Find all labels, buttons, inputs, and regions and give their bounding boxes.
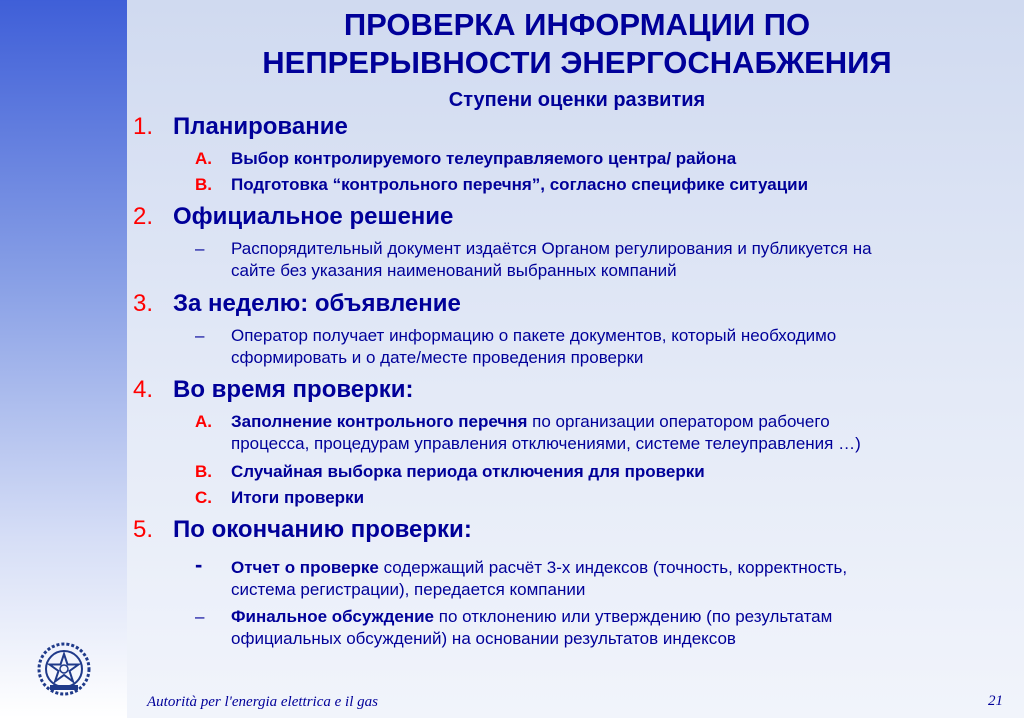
sub-text-line-2: система регистрации), передается компании	[231, 580, 586, 599]
list-item-3	[133, 290, 461, 318]
sub-item-3-dash	[195, 325, 1005, 369]
item-number: 4.	[133, 376, 154, 403]
sub-text-rest: содержащий расчёт 3-х индексов (точность, корректность,	[378, 558, 848, 577]
item-number: 3.	[133, 290, 154, 317]
slide-subtitle: Ступени оценки развития	[448, 89, 706, 111]
sub-text-line-1: Распорядительный документ издаётся Органом регулирования и публикуется на	[231, 239, 872, 258]
title-line-1: ПРОВЕРКА ИНФОРМАЦИИ ПО	[343, 7, 811, 42]
sub-text-line-2: сформировать и о дате/месте проведения проверки	[231, 348, 644, 367]
sub-text-line-2: официальных обсуждений) на основании результатов индексов	[231, 629, 736, 648]
sub-item-1a	[195, 148, 1005, 170]
sub-text-line-2: процесса, процедурам управления отключениями, системе телеуправления …)	[231, 434, 861, 453]
item-heading: По окончанию проверки:	[173, 516, 472, 543]
slide-title	[130, 6, 1024, 82]
sub-marker: –	[195, 239, 205, 258]
sub-item-1b	[195, 174, 1005, 196]
sub-item-4a	[195, 411, 1005, 455]
list-item-5	[133, 516, 472, 544]
sub-marker: A.	[195, 412, 212, 431]
item-number: 1.	[133, 113, 154, 140]
sub-marker: -	[195, 552, 203, 577]
left-gradient-bar	[0, 0, 127, 718]
item-heading: За неделю: объявление	[173, 290, 461, 317]
list-item-2	[133, 203, 453, 231]
list-item-4	[133, 376, 414, 404]
sub-marker: B.	[195, 175, 212, 194]
footer-organization: Autorità per l'energia elettrica e il gas	[147, 694, 378, 710]
sub-text: Случайная выборка периода отключения для проверки	[231, 462, 705, 481]
page-number: 21	[988, 693, 1003, 709]
sub-text-line-1: Оператор получает информацию о пакете документов, который необходимо	[231, 326, 837, 345]
sub-item-4c	[195, 487, 1005, 509]
sub-text-bold: Финальное обсуждение	[231, 607, 435, 626]
item-number: 2.	[133, 203, 154, 230]
sub-text-line-2: сайте без указания наименований выбранных компаний	[231, 261, 677, 280]
item-heading: Во время проверки:	[173, 376, 414, 403]
list-item-1	[133, 113, 348, 141]
sub-text-bold: Заполнение контрольного перечня	[231, 412, 528, 431]
sub-item-5-report	[195, 552, 1005, 601]
sub-item-4b	[195, 461, 1005, 483]
sub-text: Подготовка “контрольного перечня”, согласно специфике ситуации	[231, 175, 809, 194]
sub-text: Итоги проверки	[231, 488, 365, 507]
sub-item-5-discussion	[195, 606, 1005, 650]
item-heading: Официальное решение	[173, 203, 454, 230]
sub-marker: –	[195, 326, 205, 345]
sub-text-rest: по организации оператором рабочего	[527, 412, 830, 431]
item-heading: Планирование	[173, 113, 348, 140]
sub-text: Выбор контролируемого телеуправляемого центра/ района	[231, 149, 737, 168]
sub-marker: B.	[195, 462, 212, 481]
item-number: 5.	[133, 516, 154, 543]
sub-marker: A.	[195, 149, 212, 168]
sub-text-bold: Отчет о проверке	[231, 558, 379, 577]
sub-text-rest: по отклонению или утверждению (по результатам	[434, 607, 833, 626]
italian-republic-emblem-icon	[36, 641, 92, 697]
title-line-2: НЕПРЕРЫВНОСТИ ЭНЕРГОСНАБЖЕНИЯ	[262, 45, 892, 80]
sub-marker: C.	[195, 488, 212, 507]
sub-marker: –	[195, 607, 205, 626]
sub-item-2-dash	[195, 238, 1005, 282]
